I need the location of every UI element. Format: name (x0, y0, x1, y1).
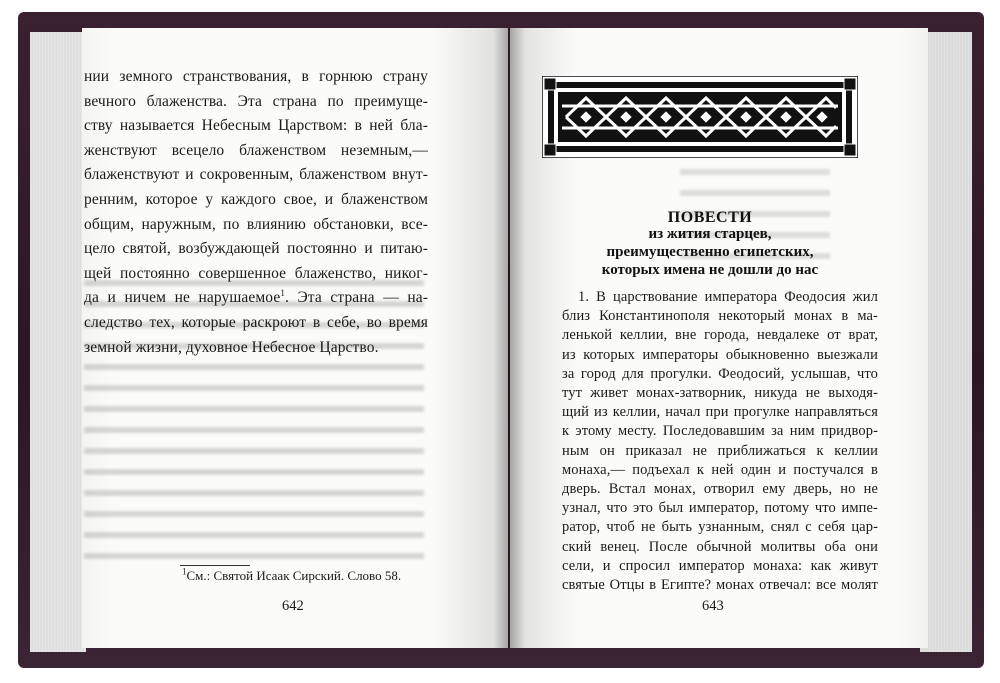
text-line: женствуют всецело блаженством неземным,— (84, 141, 428, 159)
text-line: 1. В царствование императора Феодосия жил (578, 289, 878, 305)
text-line: вечного блаженства. Эта страна по преимуще- (84, 92, 428, 110)
text-line: земной жизни, духовное Небесное Царство. (84, 338, 379, 356)
text-line: ренним, которое у каждого свое, и блаженством (84, 191, 428, 208)
text-line: щей постоянно совершенное блаженство, никог- (84, 264, 428, 282)
text-line: ский венец. После обычной молитвы оба они (562, 538, 878, 555)
text-line: к этому месту. Последовавшим за ним придвор- (562, 423, 878, 440)
footnote-text: См.: Святой Исаак Сирский. Слово 58. (186, 568, 402, 583)
story-subheading: из жития старцев, (648, 226, 772, 242)
text-line: следство тех, которые раскроют в себе, во время (84, 314, 428, 331)
text-fragment: да и ничем не нарушаемое (84, 289, 281, 307)
text-line: ленькой келлии, вне города, невдалеке от врат, (562, 327, 878, 344)
text-line: цело святой, возбуждающей постоянно и питаю- (84, 240, 428, 258)
story-subheading: преимущественно египетских, (606, 244, 814, 260)
text-line: за город для прогулки. Феодосий, услышав, что (562, 365, 878, 382)
text-line: ратор, чтоб не быть узнанным, снял с себя цар- (562, 519, 878, 536)
text-line: ным он приказал не приближаться к келлии (562, 442, 878, 459)
text-line: тут живет монах-затворник, никуда не выходя- (562, 385, 878, 401)
text-line: блаженствуют и сокровенным, блаженством внут- (84, 166, 428, 184)
page-number-left: 642 (282, 598, 304, 614)
text-fragment: . Эта страна — на- (284, 289, 428, 307)
text-line: дверь. Встал монах, отворил ему дверь, но не (562, 481, 878, 497)
text-line: нии земного странствования, в горнюю страну (84, 68, 428, 85)
story-subheading: которых имена не дошли до нас (601, 262, 819, 278)
text-line: близ Константинополя некоторый монах в ма- (562, 308, 878, 325)
footnote-mark: 1 (182, 566, 187, 577)
story-heading: ПОВЕСТИ (667, 209, 753, 226)
text-line: святые Отцы в Египте? монах отвечал: все молят (562, 577, 878, 593)
page-number-right: 643 (702, 598, 724, 614)
text-line: сели, и спросил император монаха: как живут (562, 557, 878, 574)
text-line: щий из келлии, начал при прогулке направляться (562, 404, 878, 421)
text-line: общим, наружным, по влиянию обстановки, все- (84, 215, 428, 233)
text-line: из которых императоры обыкновенно выезжали (562, 346, 878, 363)
footnote-reference[interactable]: 1 (280, 288, 285, 299)
text-line: узнал, что это был император, потому что импе- (562, 500, 878, 517)
text-line: ству называется Небесным Царством: в ней бла- (84, 117, 428, 135)
text-line: монаха,— подъехал к ней один и постучался в (562, 461, 878, 478)
